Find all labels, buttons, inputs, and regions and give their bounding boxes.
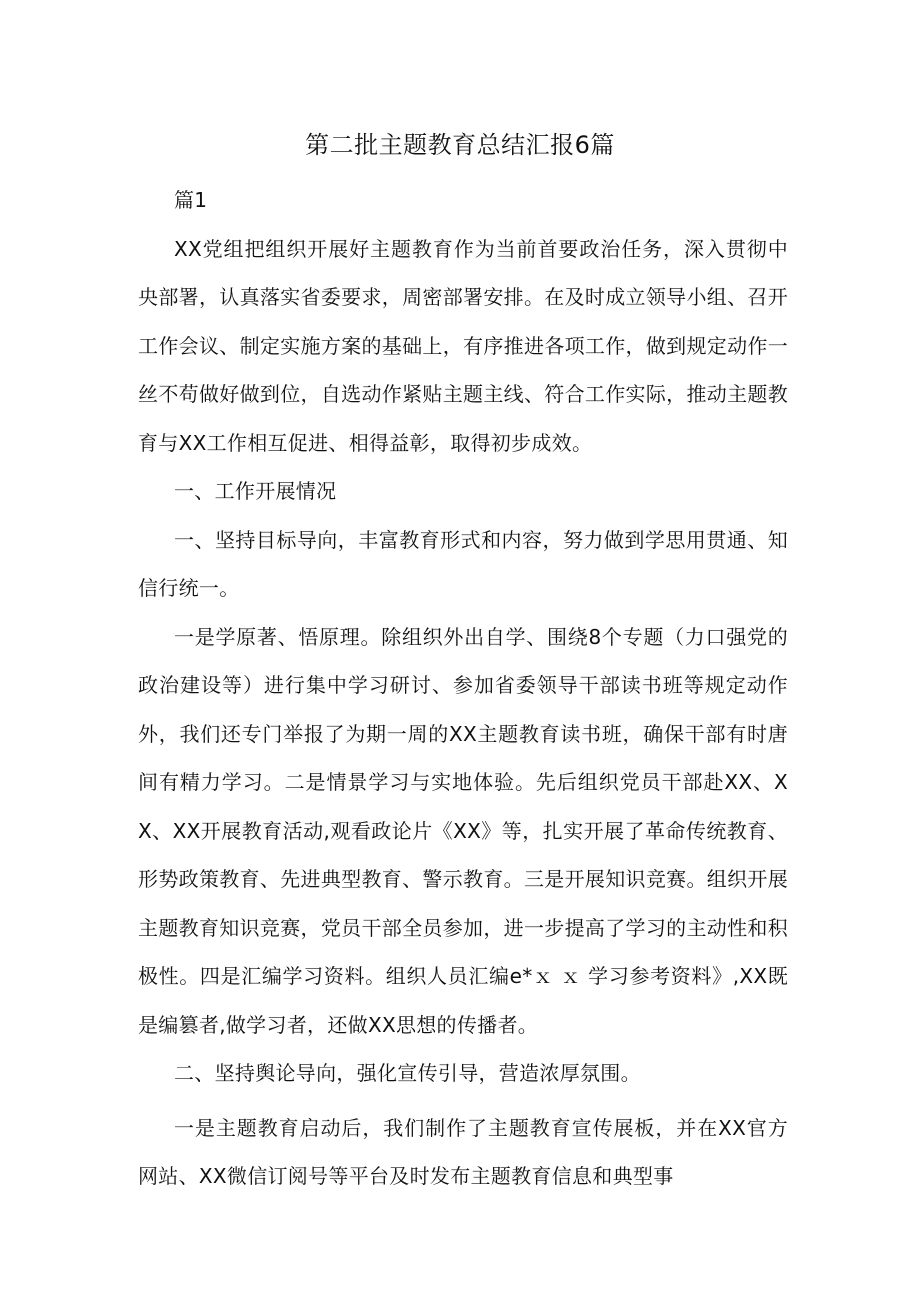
heading-public-opinion: 二、坚持舆论导向，强化宣传引导，营造浓厚氛围。 <box>174 1061 641 1085</box>
paragraph-study-details: 一是学原著、悟原理。除组织外出自学、围绕8个专题（力口强党的政治建设等）进行集中学习研讨、参加省委领导干部读书班等规定动作外，我们还专门举报了为期一周的XX主题教育读书班，确保干部有时唐间有精力学习。二是情景学习与实地体验。先后组织党员干部赴XX、XX、XX开展教育活动,观看政论片《XX》等，扎实开展了革命传统教育、形势政策教育、先进典型教育、警示教育。三是开展知识竞赛。组织开展主题教育知识竞赛，党员干部全员参加，进一步提高了学习的主动性和积极性。四是汇编学习资料。组织人员汇编e*ｘ ｘ 学习参考资料》,XX既是编篡者,做学习者，还做XX思想的传播者。 <box>138 624 788 1037</box>
heading-goal-orientation: 一、坚持目标导向，丰富教育形式和内容，努力做到学思用贯通、知信行统一。 <box>138 527 788 600</box>
heading-work-status: 一、工作开展情况 <box>174 479 337 503</box>
paragraph-publicity: 一是主题教育启动后，我们制作了主题教育宣传展板，并在XX官方网站、XX微信订阅号等平台及时发布主题教育信息和典型事 <box>138 1115 788 1188</box>
document-body <box>138 176 788 1201</box>
paragraph-intro: XX党组把组织开展好主题教育作为当前首要政治任务，深入贯彻中央部署，认真落实省委要求，周密部署安排。在及时成立领导小组、召开工作会议、制定实施方案的基础上，有序推进各项工作，做到规定动作一丝不苟做好做到位，自选动作紧贴主题主线、符合工作实际，推动主题教育与XX工作相互促进、相得益彰，取得初步成效。 <box>138 236 788 455</box>
document-title: 第二批主题教育总结汇报6篇 <box>305 131 615 159</box>
section-label: 篇1 <box>174 188 208 212</box>
